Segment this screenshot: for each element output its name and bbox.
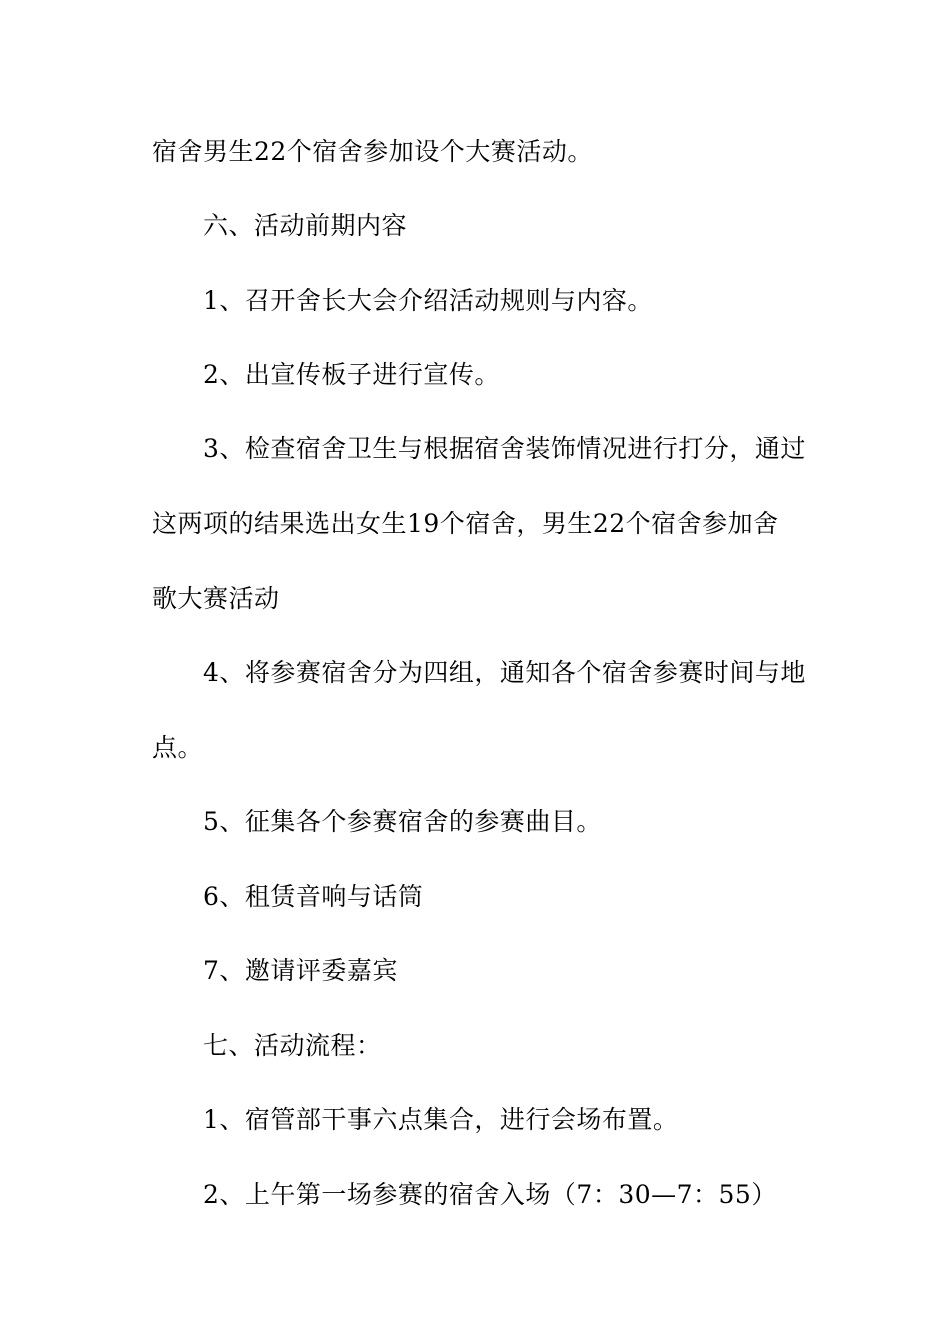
paragraph-line: 点。 xyxy=(152,733,204,762)
paragraph-line: 这两项的结果选出女生19个宿舍，男生22个宿舍参加舍 xyxy=(152,509,779,538)
list-item: 2、出宣传板子进行宣传。 xyxy=(203,360,500,389)
list-item: 5、征集各个参赛宿舍的参赛曲目。 xyxy=(203,807,602,836)
list-item: 1、召开舍长大会介绍活动规则与内容。 xyxy=(203,286,653,315)
list-item: 3、检查宿舍卫生与根据宿舍装饰情况进行打分，通过 xyxy=(203,434,806,463)
section-heading: 七、活动流程： xyxy=(203,1031,382,1060)
section-heading: 六、活动前期内容 xyxy=(203,211,408,240)
list-item: 6、租赁音响与话筒 xyxy=(203,882,424,911)
paragraph-line: 宿舍男生22个宿舍参加设个大赛活动。 xyxy=(152,137,593,166)
list-item: 1、宿管部干事六点集合，进行会场布置。 xyxy=(203,1105,679,1134)
list-item: 7、邀请评委嘉宾 xyxy=(203,956,398,985)
paragraph-line: 歌大赛活动 xyxy=(152,584,280,613)
list-item: 4、将参赛宿舍分为四组，通知各个宿舍参赛时间与地 xyxy=(203,658,806,687)
list-item: 2、上午第一场参赛的宿舍入场（7：30—7：55） xyxy=(203,1180,777,1209)
